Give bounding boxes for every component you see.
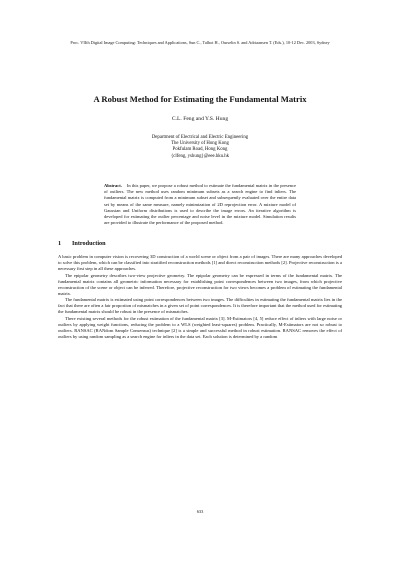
- page-number: 633: [196, 509, 204, 514]
- address-line: Pokfulam Road, Hong Kong: [172, 147, 228, 153]
- author-list: C.L. Feng and Y.S. Hung: [171, 116, 229, 122]
- section-heading: [58, 240, 106, 248]
- section-body: [58, 254, 342, 341]
- abstract-text: In this paper, we propose a robust method to estimate the fundamental matrix in the presence of outliers. The new method uses random minimum subsets as a search engine to find inliers. The fundamental matrix is computed from a minimum subset and subsequently evaluated over the entire data set by means of the same measure, namely minimization of 2D reprojection error. A mixture model of Gaussian and Uniform distributions is used to describe the image errors. An iterative algorithm is developed for estimating the outlier percentage and noise level in the mixture model. Simulation results are provided to illustrate the performance of the proposed method.: [104, 183, 296, 226]
- paper-title: A Robust Method for Estimating the Fundamental Matrix: [93, 94, 307, 104]
- section-title: Introduction: [72, 240, 106, 247]
- university-line: The University of Hong Kong: [171, 141, 229, 147]
- section-number: 1: [58, 240, 62, 247]
- body-paragraph: The fundamental matrix is estimated using point correspondences between two images. The difficulties in estimating the fundamental matrix lies in the fact that there are often a fair proportion of mismatches in a given set of point correspondences. It is therefore important that the method used for estimating the fundamental matrix should be robust in the presence of mismatches.: [58, 297, 342, 315]
- abstract-block: [104, 183, 296, 226]
- body-paragraph: The epipolar geometry describes two-view projective geometry. The epipolar geometry can be expressed in terms of the fundamental matrix. The fundamental matrix contains all geometric information necessary for establishing point correspondences between two images, from which projective reconstruction of the scene or object can be inferred. Therefore, projective reconstruction for two views becomes a problem of estimating the fundamental matrix.: [58, 272, 342, 296]
- abstract-label: Abstract.: [104, 183, 122, 188]
- body-paragraph: A basic problem in computer vision is recovering 3D construction of a world scene or object from a pair of images. There are many approaches developed to solve this problem, which can be classified into stratified reconstruction methods [1] and direct reconstruction methods [2]. Projective reconstruction is a necessary first step in all these approaches.: [58, 254, 342, 272]
- department-line: Department of Electrical and Electric Engineering: [151, 135, 249, 140]
- proceedings-header: Proc. VIIth Digital Image Computing: Techniques and Applications, Sun C., Talbot H., Ourselin S. and Adriaansen T. (Eds.), 10-12 Dec. 2003, Sydney: [70, 40, 330, 45]
- body-paragraph: There existing several methods for the robust estimation of the fundamental matrix [3]. M-Estimators [4, 5] reduce effect of inliers with large noise or outliers by applying weight functions, reducing the problem to a WLS (weighted least-squares) problem. Practically, M-Estimators are not so robust to outliers. RANSAC (RANdom Sample Consensus) technique [2] is a simple and successful method in robust estimation. RANSAC removes the effect of outliers by using random sampling as a search engine for inliers in the data set. Each solution is determined by a random: [58, 315, 342, 340]
- email-line: {clfeng, yshung}@eee.hku.hk: [170, 153, 230, 159]
- affiliation-block: [60, 135, 340, 160]
